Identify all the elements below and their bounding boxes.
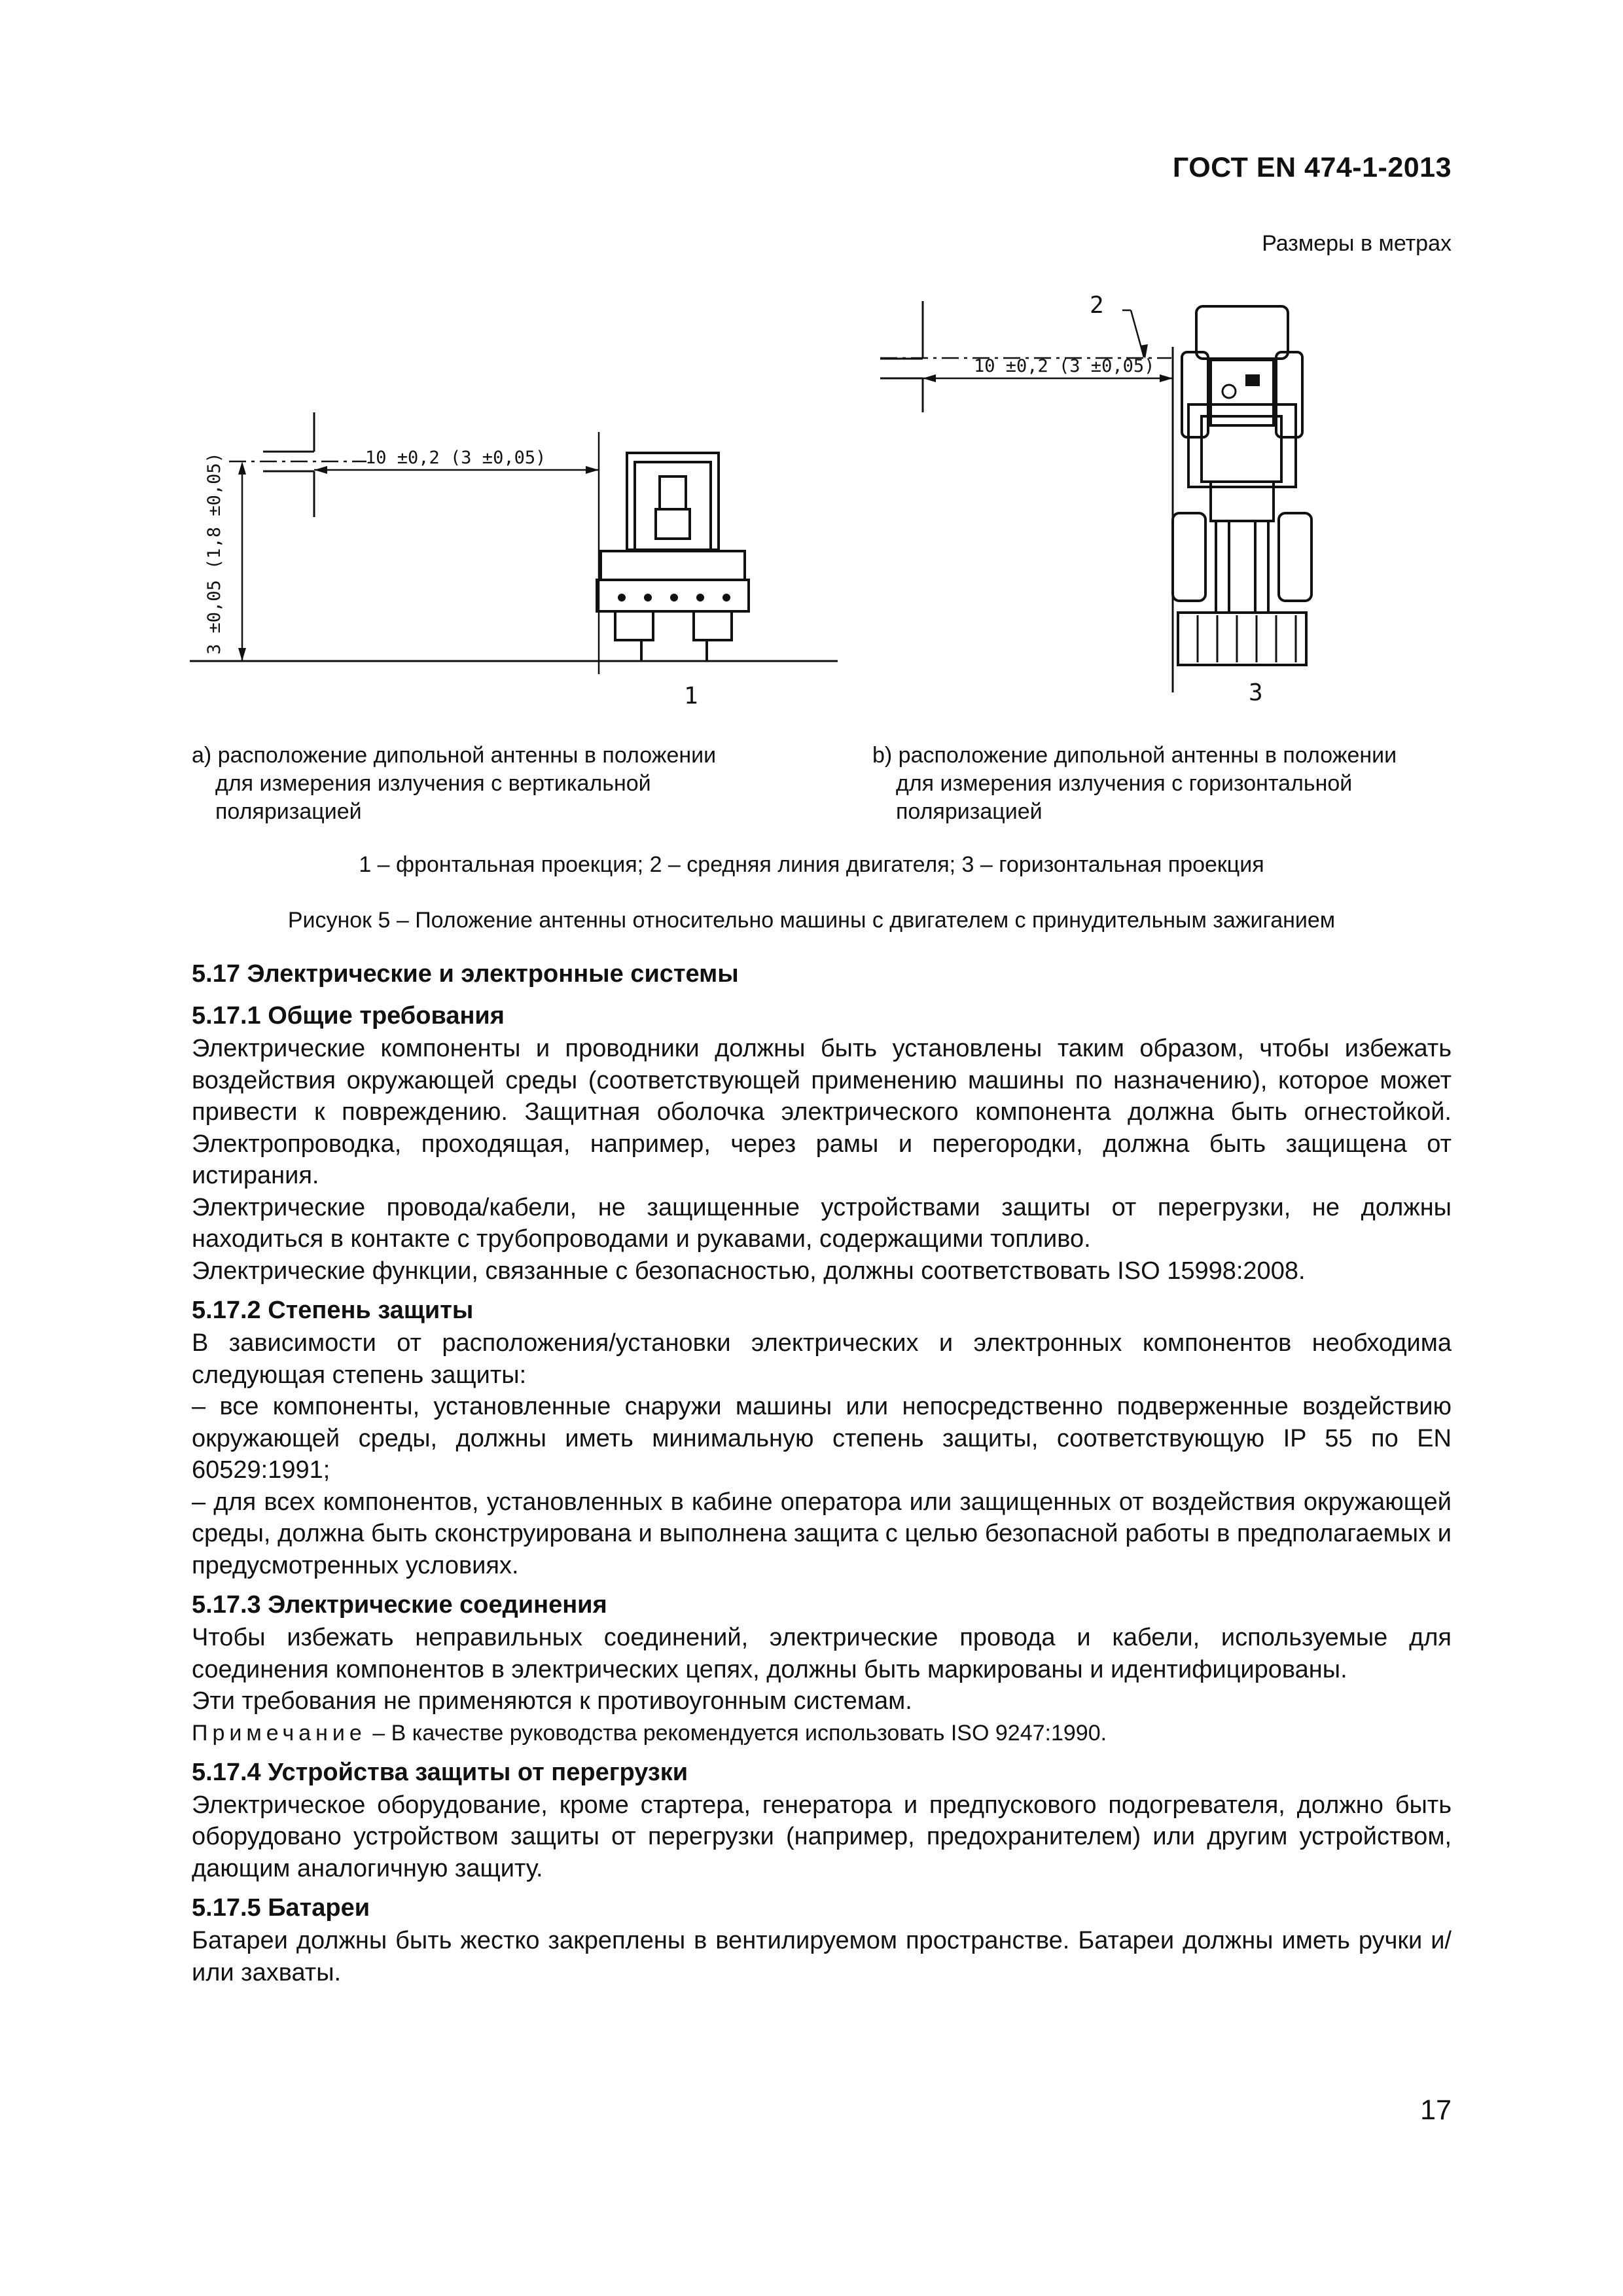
paragraph: Батареи должны быть жестко закреплены в вентилируемом пространстве. Батареи должны иметь ручки и/или захваты.: [192, 1927, 1452, 1986]
figure-a-caption-line: поляризацией: [215, 799, 362, 824]
figure-b-caption-line: для измерения излучения с горизонтальной: [896, 771, 1353, 796]
figure-top-view: [870, 281, 1492, 720]
paragraph: Электрические функции, связанные с безопасностью, должны соответствовать ISO 15998:2008.: [192, 1257, 1306, 1285]
note-text: – В качестве руководства рекомендуется использовать ISO 9247:1990.: [366, 1720, 1107, 1746]
figure-a-caption-line: для измерения излучения с вертикальной: [215, 771, 651, 796]
fig-b-label-engine-centerline: 2: [1090, 292, 1104, 319]
fig-a-horizontal-dimension: 10 ±0,2 (3 ±0,05): [365, 448, 546, 468]
figure-b-caption: [872, 742, 1481, 826]
paragraph: Эти требования не применяются к противоугонным системам.: [192, 1687, 912, 1715]
fig-a-label-front-projection: 1: [684, 683, 698, 709]
paragraph: Электрические провода/кабели, не защищенные устройствами защиты от перегрузки, не должны находиться в контакте с трубопроводами и рукавами, содержащими топливо.: [192, 1193, 1452, 1253]
paragraph: В зависимости от расположения/установки электрических и электронных компонентов необходима следующая степень защиты:: [192, 1329, 1452, 1389]
figure-a-caption-line: a) расположение дипольной антенны в положении: [192, 743, 717, 768]
machine-top-view: [1173, 306, 1311, 665]
list-item: – для всех компонентов, установленных в кабине оператора или защищенных от воздействия окружающей среды, должна быть сконструирована и выполнена защита с целью безопасной работы в предполагаемых и предусмотренных условиях.: [192, 1488, 1452, 1579]
note: [192, 1717, 1452, 1749]
section-heading-5-17-1: 5.17.1 Общие требования: [192, 1002, 505, 1030]
section-heading-5-17-2: 5.17.2 Степень защиты: [192, 1297, 474, 1324]
dimensions-note: Размеры в метрах: [1262, 231, 1452, 256]
figure-b-caption-line: b) расположение дипольной антенны в положении: [872, 743, 1397, 768]
note-label: Примечание: [192, 1720, 366, 1746]
figure-front-view: [190, 412, 844, 720]
section-heading-5-17-3: 5.17.3 Электрические соединения: [192, 1591, 607, 1619]
fig-b-horizontal-dimension: 10 ±0,2 (3 ±0,05): [974, 356, 1155, 376]
fig-b-label-horizontal-projection: 3: [1249, 679, 1263, 706]
list-item: – все компоненты, установленные снаружи машины или непосредственно подверженные воздействию окружающей среды, должны иметь минимальную степень защиты, соответствующую IP 55 по EN 60529:1991;: [192, 1393, 1452, 1484]
main-text: [192, 957, 1452, 1988]
figure-a-caption: [192, 742, 781, 826]
page-number: 17: [1420, 2094, 1452, 2126]
figure-caption: Рисунок 5 – Положение антенны относительно машины с двигателем с принудительным зажиганием: [287, 908, 1336, 933]
figure-legend: 1 – фронтальная проекция; 2 – средняя линия двигателя; 3 – горизонтальная проекция: [359, 852, 1264, 877]
section-heading-5-17-4: 5.17.4 Устройства защиты от перегрузки: [192, 1758, 688, 1786]
section-heading-5-17-5: 5.17.5 Батареи: [192, 1894, 370, 1922]
figure-b-caption-line: поляризацией: [896, 799, 1043, 824]
fig-a-vertical-dimension: 3 ±0,05 (1,8 ±0,05): [204, 452, 224, 655]
section-heading-5-17: 5.17 Электрические и электронные системы: [192, 960, 739, 988]
paragraph: Электрическое оборудование, кроме стартера, генератора и предпускового подогревателя, должно быть оборудовано устройством защиты от перегрузки (например, предохранителем) или другим устройством, дающим аналогичную защиту.: [192, 1791, 1452, 1882]
paragraph: Чтобы избежать неправильных соединений, электрические провода и кабели, используемые для соединения компонентов в электрических цепях, должны быть маркированы и идентифицированы.: [192, 1624, 1452, 1683]
paragraph: Электрические компоненты и проводники должны быть установлены таким образом, чтобы избежать воздействия окружающей среды (соответствующей применению машины по назначению), которое может привести к повреждению. Защитная оболочка электрического компонента должна быть огнестойкой. Электропроводка, проходящая, например, через рамы и перегородки, должна быть защищена от истирания.: [192, 1035, 1452, 1189]
document-code: ГОСТ EN 474-1-2013: [1172, 152, 1452, 183]
machine-front-view: [597, 453, 749, 661]
